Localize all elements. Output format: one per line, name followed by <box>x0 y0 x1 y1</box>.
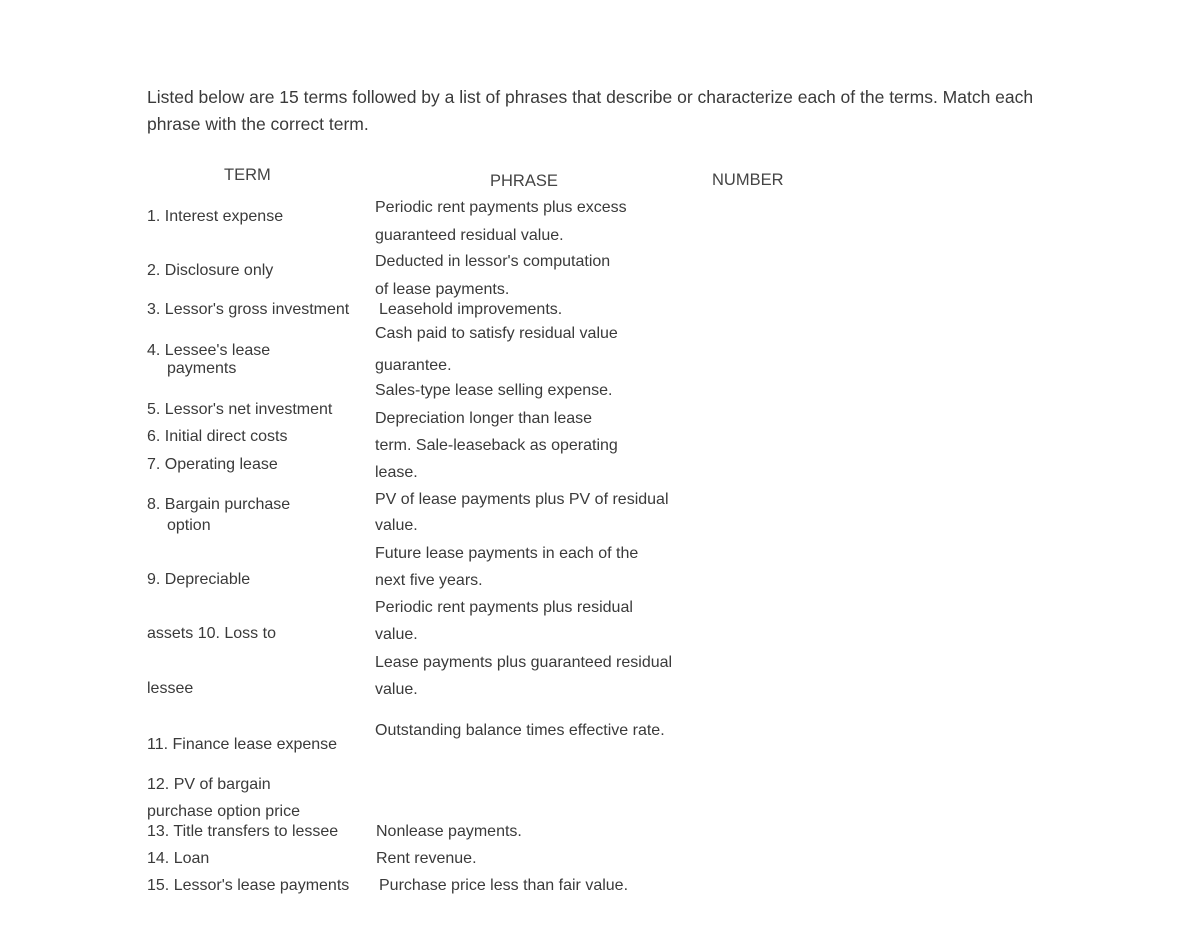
term-line: 5. Lessor's net investment <box>147 401 333 418</box>
term-line: 9. Depreciable <box>147 571 251 588</box>
term-line: 3. Lessor's gross investment <box>147 301 350 318</box>
phrase-line: Outstanding balance times effective rate. <box>375 722 665 739</box>
phrase-line: Deducted in lessor's computation <box>375 253 611 270</box>
phrase-line: Depreciation longer than lease <box>375 410 593 427</box>
term-line: 12. PV of bargain <box>147 776 271 793</box>
term-line: 13. Title transfers to lessee <box>147 823 339 840</box>
term-line: 7. Operating lease <box>147 456 278 473</box>
phrase-line: Sales-type lease selling expense. <box>375 382 613 399</box>
phrase-line: term. Sale-leaseback as operating <box>375 437 618 454</box>
phrase-line: Periodic rent payments plus excess <box>375 199 627 216</box>
phrase-line: value. <box>375 626 418 643</box>
term-line: option <box>167 517 211 534</box>
term-line: 15. Lessor's lease payments <box>147 877 350 894</box>
term-line: 6. Initial direct costs <box>147 428 288 445</box>
phrase-line: Purchase price less than fair value. <box>379 877 629 894</box>
term-line: 4. Lessee's lease <box>147 342 271 359</box>
phrase-line: PV of lease payments plus PV of residual <box>375 491 669 508</box>
phrase-line: guarantee. <box>375 357 452 374</box>
phrase-line: Rent revenue. <box>376 850 477 867</box>
term-column-header: TERM <box>224 166 271 184</box>
phrase-line: value. <box>375 681 418 698</box>
phrase-column-header: PHRASE <box>490 172 558 190</box>
phrase-line: next five years. <box>375 572 483 589</box>
term-line: purchase option price <box>147 803 300 820</box>
phrase-line: Leasehold improvements. <box>379 301 563 318</box>
phrase-line: Lease payments plus guaranteed residual <box>375 654 673 671</box>
term-line: assets 10. Loss to <box>147 625 276 642</box>
term-line: payments <box>167 360 237 377</box>
phrase-line: Nonlease payments. <box>376 823 522 840</box>
term-line: 1. Interest expense <box>147 208 284 225</box>
term-line: 2. Disclosure only <box>147 262 274 279</box>
phrase-line: Cash paid to satisfy residual value <box>375 325 618 342</box>
instructions-paragraph: Listed below are 15 terms followed by a list of phrases that describe or characterize each of the terms. Match each phrase with the correct term. <box>147 87 1034 134</box>
number-column-header: NUMBER <box>712 171 784 189</box>
term-line: 11. Finance lease expense <box>147 736 338 753</box>
phrase-line: value. <box>375 517 418 534</box>
phrase-line: Future lease payments in each of the <box>375 545 639 562</box>
phrase-line: lease. <box>375 464 418 481</box>
phrase-line: Periodic rent payments plus residual <box>375 599 633 616</box>
phrase-line: of lease payments. <box>375 281 510 298</box>
term-line: 8. Bargain purchase <box>147 496 291 513</box>
phrase-line: guaranteed residual value. <box>375 227 564 244</box>
term-line: lessee <box>147 680 194 697</box>
term-line: 14. Loan <box>147 850 210 867</box>
